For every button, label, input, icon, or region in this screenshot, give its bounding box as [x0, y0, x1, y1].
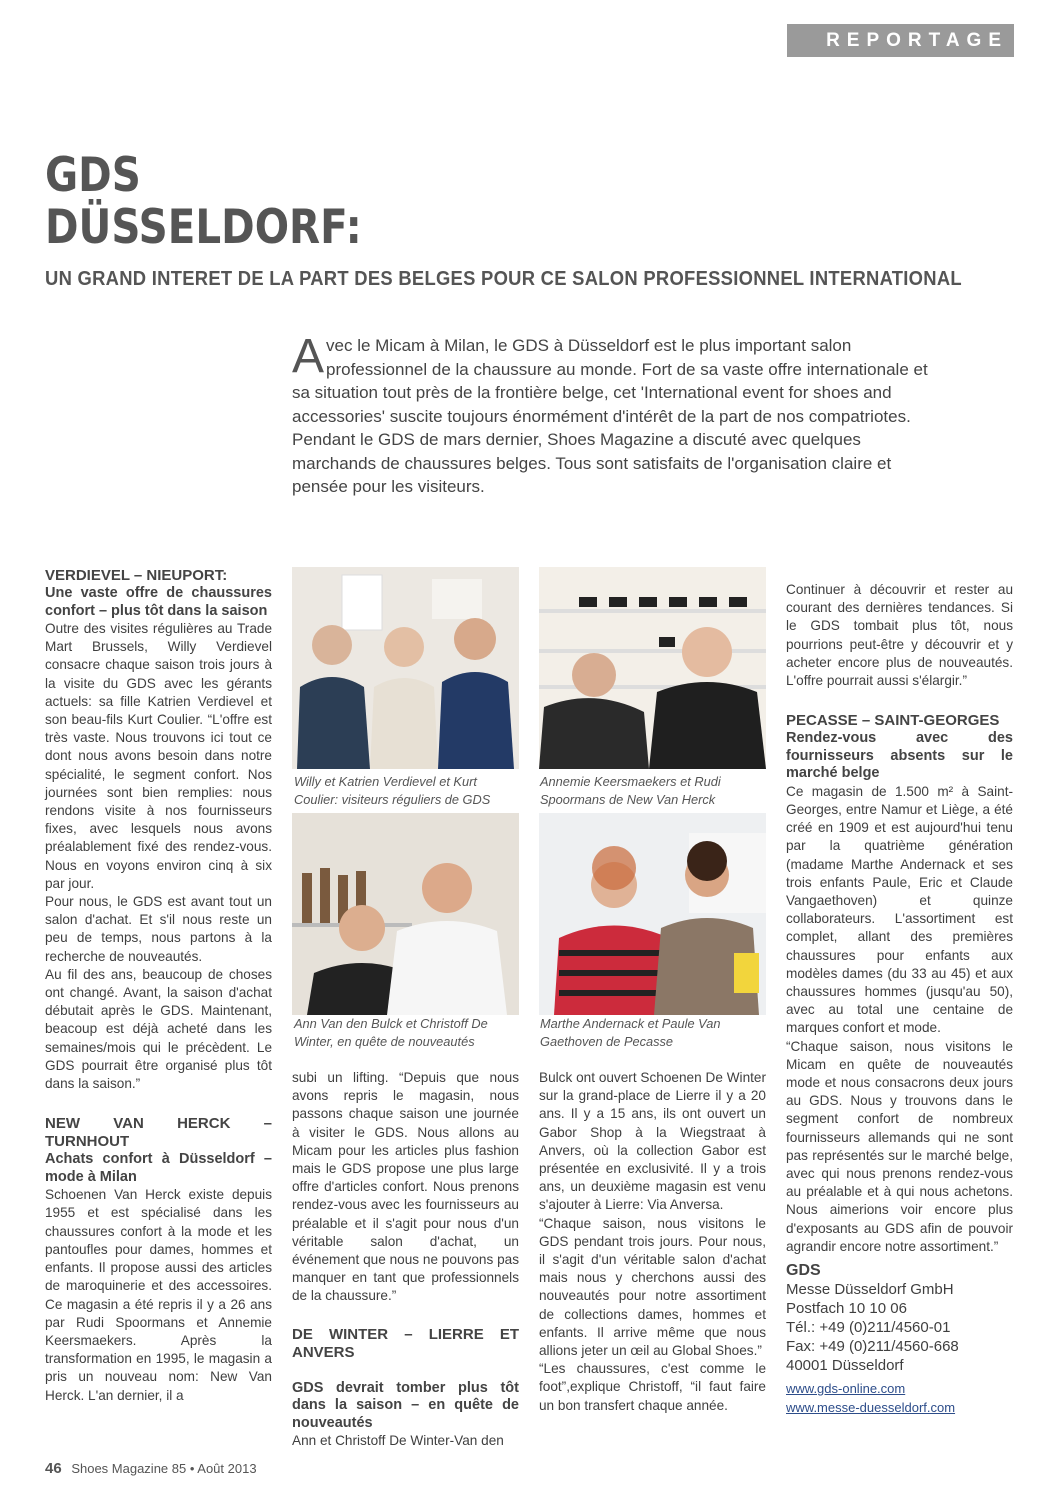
photo-caption: Ann Van den Bulck et Christoff De Winter, en quête de nouveautés — [294, 1016, 488, 1049]
title-line-2: DÜSSELDORF: — [45, 200, 362, 255]
subheading-new-van-herck: Achats confort à Düsseldorf – mode à Milan — [45, 1151, 272, 1185]
paragraph: “Chaque saison, nous visitons le GDS pendant trois jours. Pour nous, il s'agit d'un véritable salon d'achat mais nous y cherchons aussi des nouveautés pour notre assortiment de collections dames, hommes et enfants. Il arrive même que nous allions jeter un œil au Global Shoes.” — [539, 1215, 766, 1359]
drop-cap: A — [292, 330, 325, 383]
page-subtitle: UN GRAND INTERET DE LA PART DES BELGES POUR CE SALON PROFESSIONNEL INTERNATIONAL — [45, 268, 962, 290]
page-footer — [45, 1460, 257, 1477]
photo-de-winter — [292, 813, 519, 1015]
paragraph: Schoenen Van Herck existe depuis 1955 et est spécialisé dans les chaussures confort à la mode et les pantoufles pour dames, hommes et enfants. Il propose aussi des articles de maroquinerie et des accessoires. Ce magasin a été repris il y a 26 ans par Rudi Spoormans et Annemie Keersmaekers. Après la transformation en 1995, le magasin a pris un nouveau nom: New Van Herck. L'an dernier, il a — [45, 1187, 272, 1403]
contact-line: Messe Düsseldorf GmbH — [786, 1281, 954, 1298]
photo-verdievel — [292, 567, 519, 769]
column-4 — [786, 581, 1013, 1417]
paragraph: Pour nous, le GDS est avant tout un salon d'achat. Et s'il nous reste un peu de temps, nous partons à la recherche de nouveautés. — [45, 894, 272, 964]
page-number: 46 — [45, 1460, 62, 1477]
column-2 — [292, 1069, 519, 1450]
subheading-pecasse: Rendez-vous avec des fournisseurs absents sur le marché belge — [786, 730, 1013, 782]
gds-website-link[interactable]: www.gds-online.com — [786, 1381, 906, 1396]
paragraph: subi un lifting. “Depuis que nous avons repris le magasin, nous passons chaque saison une journée à visiter le GDS. Nous allons au Micam pour les articles plus fashion mais le GDS propose une plus large offre d'articles confort. Nous prenons rendez-vous avec les fournisseurs au préalable et il s'agit pour nous d'un véritable salon d'achat, un événement que nous ne pouvons pas manquer en tant que professionnels de la chaussure.” — [292, 1070, 519, 1304]
subheading-de-winter: GDS devrait tomber plus tôt dans la saison – en quête de nouveautés — [292, 1379, 519, 1431]
issue-info: Shoes Magazine 85 • Août 2013 — [71, 1461, 257, 1476]
contact-block — [786, 1262, 1013, 1417]
photo-pecasse — [539, 813, 766, 1015]
contact-line: Postfach 10 10 06 — [786, 1300, 907, 1317]
contact-line: Fax: +49 (0)211/4560-668 — [786, 1338, 959, 1355]
page-title — [45, 150, 362, 254]
photo-caption: Annemie Keersmaekers et Rudi Spoormans de New Van Herck — [540, 774, 721, 807]
subheading-verdievel: Une vaste offre de chaussures confort – plus tôt dans la saison — [45, 585, 272, 619]
contact-title: GDS — [786, 1262, 821, 1279]
photo-new-van-herck — [539, 567, 766, 769]
section-heading-new-van-herck: NEW VAN HERCK – TURNHOUT — [45, 1115, 272, 1151]
contact-line: 40001 Düsseldorf — [786, 1357, 904, 1374]
messe-website-link[interactable]: www.messe-duesseldorf.com — [786, 1400, 956, 1415]
paragraph: “Les chaussures, c'est comme le foot”,explique Christoff, “il faut faire un bon transfert chaque année. — [539, 1361, 766, 1413]
lead-text: vec le Micam à Milan, le GDS à Düsseldorf est le plus important salon professionnel de la chaussure au monde. Fort de sa vaste offre internationale et sa situation tout près de la frontière belge, cet 'International event for shoes and accessories' suscite toujours énormément d'intérêt de la part de nos compatriotes. Pendant le GDS de mars dernier, Shoes Magazine a discuté avec quelques marchands de chaussures belges. Tous sont satisfaits de l'organisation claire et pensée pour les visiteurs. — [292, 336, 928, 496]
section-heading-pecasse: PECASSE – SAINT-GEORGES — [786, 712, 1000, 730]
paragraph: Outre des visites régulières au Trade Mart Brussels, Willy Verdievel consacre chaque saison trois jours à la visite du GDS avec les gérants actuels: sa fille Katrien Verdievel et son beau-fils Kurt Coulier. “L'offre est très vaste. Nous trouvons ici tout ce dont nous avons besoin dans notre spécialité, le segment confort. Nos journées sont bien remplies: nous rendons visite à nos fournisseurs fixes, avec lesquels nous avons préalablement fixé des rendez-vous. Nous en voyons environ cinq à six par jour. — [45, 621, 272, 891]
title-line-1: GDS — [45, 148, 141, 203]
paragraph: “Chaque saison, nous visitons le Micam en quête de nouveautés mode et nous consacrons deux jours au GDS. Nous y trouvons dans le segment confort de nombreux fournisseurs allemands qui ne sont pas représentés sur le marché belge, avec qui nous prenons rendez-vous au préalable et à qui nous achetons. Nous aimerions voir encore plus d'exposants au GDS afin de pouvoir agrandir encore notre assortiment.” — [786, 1038, 1013, 1254]
paragraph: Continuer à découvrir et rester au courant des dernières tendances. Si le GDS tombait plus tôt, nous pourrions peut-être y découvrir et y acheter encore plus de nouveautés. L'offre pourrait aussi s'élargir.” — [786, 582, 1013, 689]
photo-caption: Willy et Katrien Verdievel et Kurt Coulier: visiteurs réguliers de GDS — [294, 774, 491, 807]
section-heading-verdievel: VERDIEVEL – NIEUPORT: — [45, 567, 228, 584]
column-1 — [45, 567, 272, 1405]
paragraph: Au fil des ans, beaucoup de choses ont changé. Avant, la saison d'achat débutait après le GDS. Maintenant, beacoup est déjà acheté dans les semaines/mois qui le précèdent. Le GDS pourrait être organisé plus tôt dans la saison.” — [45, 966, 272, 1092]
contact-line: Tél.: +49 (0)211/4560-01 — [786, 1319, 951, 1336]
paragraph: Ce magasin de 1.500 m² à Saint-Georges, entre Namur et Liège, a été créé en 1909 et est aujourd'hui tenu par la quatrième génération (madame Marthe Andernack et ses trois enfants Paule, Eric et Claude Vangaethoven) et quinze collaborateurs. L'assortiment est complet, allant des premières chaussures pour enfants aux modèles dames (du 33 au 45) et aux chaussures hommes (jusqu'au 50), avec au total une centaine de marques confort et mode. — [786, 783, 1013, 1036]
paragraph: Bulck ont ouvert Schoenen De Winter sur la grand-place de Lierre il y a 20 ans. Il y a 15 ans, ils ont ouvert un Gabor Shop à la Wiegstraat à Anvers, où la collection Gabor est présentée en exclusivité. Il y a trois ans, un deuxième magasin est venu s'ajouter à Lierre: Via Anversa. — [539, 1070, 766, 1213]
section-tag: REPORTAGE — [787, 24, 1014, 57]
section-heading-de-winter: DE WINTER – LIERRE ET ANVERS — [292, 1325, 519, 1361]
column-3 — [539, 1069, 766, 1415]
paragraph: Ann et Christoff De Winter-Van den — [292, 1433, 504, 1449]
photo-caption: Marthe Andernack et Paule Van Gaethoven de Pecasse — [540, 1016, 721, 1049]
lead-paragraph — [292, 330, 932, 499]
